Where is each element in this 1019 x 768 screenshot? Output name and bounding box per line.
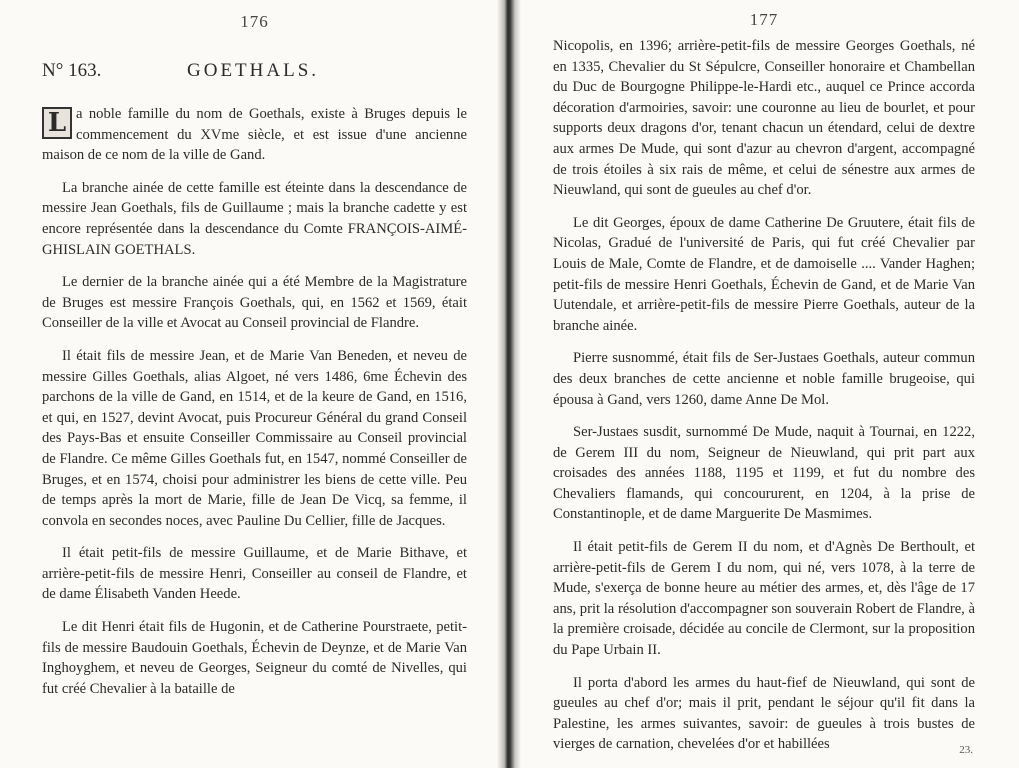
entry-number: N° 163. (42, 60, 102, 81)
paragraph-text: a noble famille du nom de Goethals, existe à Bruges depuis le commencement du XVme siècle, et est issue d'une ancienne maison de ce nom de la ville de Gand. (42, 106, 467, 164)
opening-paragraph (42, 104, 467, 166)
paragraph: Pierre susnommé, était fils de Ser-Justaes Goethals, auteur commun des deux branches de cette ancienne et noble famille brugeoise, qui épousa à Gand, vers 1260, dame Anne De Mol. (553, 350, 975, 408)
paragraph: Il était fils de messire Jean, et de Marie Van Beneden, et neveu de messire Gilles Goethals, alias Algoet, né vers 1486, 6me Échevin des parchons de la ville de Gand, en 1514, et de la keure de Gand, en 1516, et qui, en 1527, devint Avocat, puis Procureur Général du grand Conseil des Pays-Bas et ensuite Conseiller Commissaire au Conseil provincial de Flandre. Ce même Gilles Goethals fut, en 1547, nommé Conseiller de Bruges, et en 1574, choisi pour administrer les biens de cette ville. Peu de temps après la mort de Marie, fille de Jean De Vicq, sa femme, il convola en secondes noces, avec Pauline Du Cellier, fille de Jacques. (42, 347, 467, 529)
right-page (503, 0, 1019, 768)
left-page (0, 0, 503, 768)
paragraph: Le dit Georges, époux de dame Catherine De Gruutere, était fils de Nicolas, Gradué de l'université de Paris, qui fut créé Chevalier par Louis de Male, Comte de Flandre, et de damoiselle .... Vander Haghen; petit-fils de messire Henri Goethals, Échevin de Gand, et de Marie Van Uutendale, et arrière-petit-fils de messire Pierre Goethals, auteur de la branche ainée. (553, 214, 975, 334)
signature-mark: 23. (959, 744, 973, 756)
page-number-left: 176 (240, 12, 269, 31)
paragraph: La branche ainée de cette famille est éteinte dans la descendance de messire Jean Goethals, fils de Guillaume ; mais la branche cadette y est encore représentée dans la descendance du Comte FRANÇOIS-AIMÉ-GHISLAIN GOETHALS. (42, 179, 467, 258)
entry-heading (42, 60, 467, 82)
entry-title: GOETHALS. (187, 60, 320, 81)
paragraph: Il porta d'abord les armes du haut-fief de Nieuwland, qui sont de gueules au chef d'or; mais il prit, pendant le séjour qu'il fit dans la Palestine, les armes suivantes, savoir: de gueules à trois bustes de vierges de carnation, chevelées d'or et habillées (553, 674, 975, 753)
book-gutter (497, 0, 521, 768)
paragraph: Le dernier de la branche ainée qui a été Membre de la Magistrature de Bruges est messire François Goethals, qui, en 1562 et 1569, était Conseiller de la ville et Avocat au Conseil provincial de Flandre. (42, 274, 467, 332)
paragraph: Le dit Henri était fils de Hugonin, et de Catherine Pourstraete, petit-fils de messire Baudouin Goethals, Échevin de Deynze, et de Marie Van Inghoyghem, et neveu de Georges, Seigneur du comté de Nivelles, qui fut créé Chevalier à la bataille de (42, 619, 467, 697)
dropcap-ornament: L (42, 107, 72, 139)
paragraph: Nicopolis, en 1396; arrière-petit-fils de messire Georges Goethals, né en 1335, Chevalier du St Sépulcre, Conseiller honoraire et Chambellan du Duc de Bourgogne Philippe-le-Hardi etc., auquel ce Prince accorda décoration d'armoiries, savoir: une couronne au lieu de bourlet, et pour supports deux dragons d'or, tenant chacun un étendard, celui de dextre aux armes De Mude, qui sont d'azur au chevron d'argent, accompagné de trois étoiles à six rais de même, et celui de sénestre aux armes de Nieuwland, qui sont de gueules au chef d'or. (553, 38, 975, 199)
paragraph: Il était petit-fils de Gerem II du nom, et d'Agnès De Berthoult, et arrière-petit-fils de Gerem I du nom, qui né, vers 1078, à la terre de Mude, s'exerça de bonne heure au métier des armes, et, dès l'âge de 17 ans, prit la résolution d'accompagner son souverain Robert de Flandre, à la première croisade, décidée au concile de Clermont, sur la proposition du Pape Urbain II. (553, 539, 975, 659)
page-number-right: 177 (749, 10, 779, 29)
paragraph: Ser-Justaes susdit, surnommé De Mude, naquit à Tournai, en 1222, de Gerem III du nom, Seigneur de Nieuwland, qui prit part aux croisades des années 1188, 1195 et 1199, et fut du nombre des Chevaliers flamands, qui concoururent, en 1204, à la prise de Constantinople, et de dame Marguerite De Masmimes. (553, 424, 975, 523)
paragraph: Il était petit-fils de messire Guillaume, et de Marie Bithave, et arrière-petit-fils de messire Henri, Conseiller au conseil de Flandre, et de dame Élisabeth Vanden Heede. (42, 545, 467, 603)
